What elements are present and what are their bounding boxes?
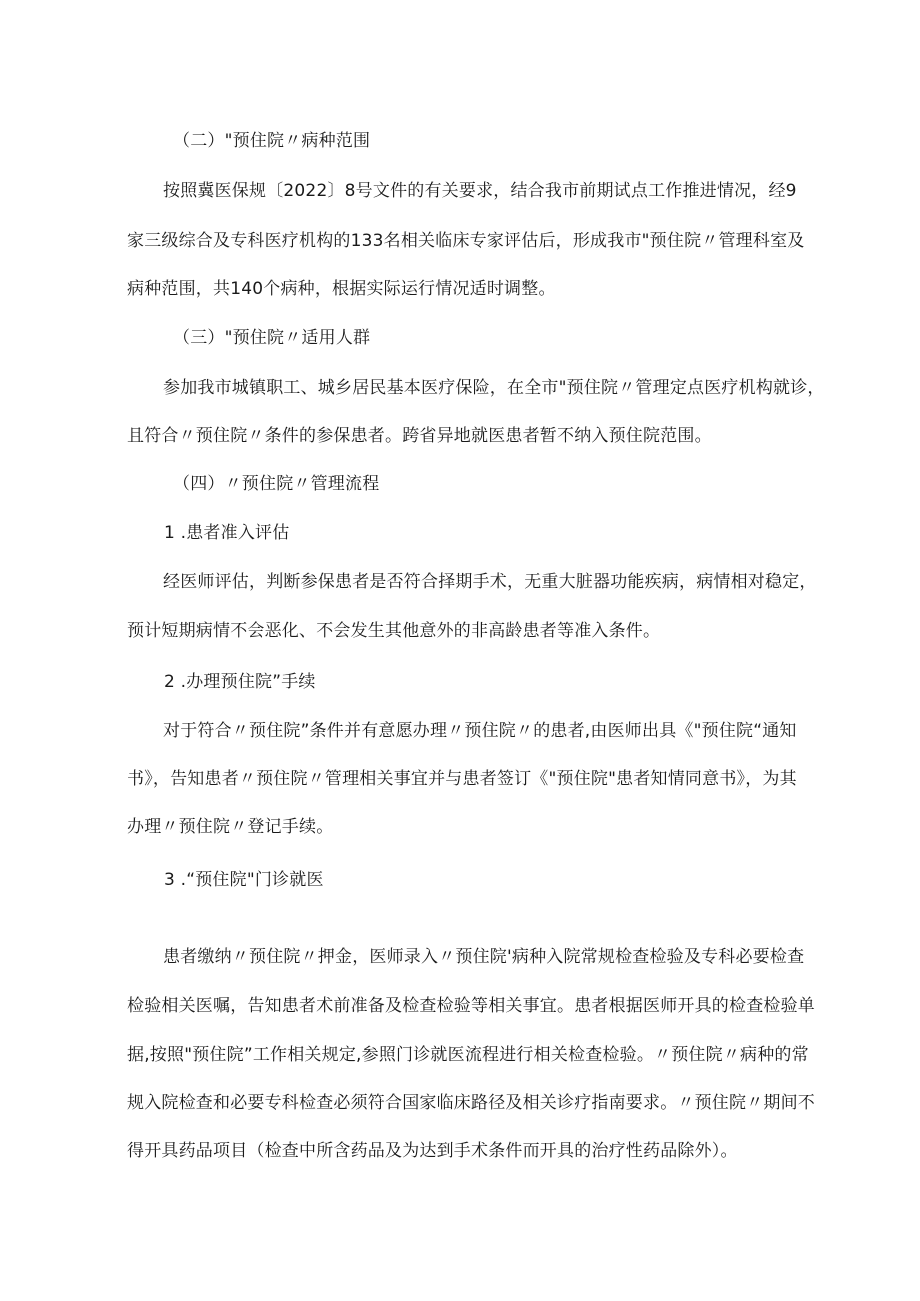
paragraph-line: 办理〃预住院〃登记手续。: [127, 817, 334, 837]
section-heading-2: （二）"预住院〃病种范围: [173, 131, 371, 151]
paragraph-line: 据,按照"预住院”工作相关规定,参照门诊就医流程进行相关检查检验。〃预住院〃病种的常: [127, 1045, 809, 1065]
paragraph-line: 参加我市城镇职工、城乡居民基本医疗保险，在全市"预住院〃管理定点医疗机构就诊，: [163, 378, 825, 398]
paragraph-line: 规入院检查和必要专科检查必须符合国家临床路径及相关诊疗指南要求。〃预住院〃期间不: [127, 1093, 815, 1113]
paragraph-line: 按照冀医保规〔2022〕8号文件的有关要求，结合我市前期试点工作推进情况，经9: [163, 181, 797, 201]
paragraph-line: 对于符合〃预住院”条件并有意愿办理〃预住院〃的患者,由医师出具《"预住院“通知: [163, 721, 797, 741]
step-heading-3: 3 .“预住院"门诊就医: [164, 870, 324, 890]
paragraph-line: 书》，告知患者〃预住院〃管理相关事宜并与患者签订《"预住院"患者知情同意书》，为其: [127, 769, 797, 789]
section-heading-4: （四）〃预住院〃管理流程: [173, 474, 380, 494]
section-heading-3: （三）"预住院〃适用人群: [173, 328, 371, 348]
paragraph-line: 病种范围，共140个病种，根据实际运行情况适时调整。: [127, 279, 556, 299]
paragraph-line: 得开具药品项目（检查中所含药品及为达到手术条件而开具的治疗性药品除外）。: [127, 1141, 738, 1161]
paragraph-line: 家三级综合及专科医疗机构的133名相关临床专家评估后，形成我市"预住院〃管理科室及: [127, 231, 805, 251]
paragraph-line: 预计短期病情不会恶化、不会发生其他意外的非高龄患者等准入条件。: [127, 621, 661, 641]
step-heading-2: 2 .办理预住院”手续: [164, 672, 316, 692]
paragraph-line: 且符合〃预住院〃条件的参保患者。跨省异地就医患者暂不纳入预住院范围。: [127, 426, 712, 446]
paragraph-line: 经医师评估，判断参保患者是否符合择期手术，无重大脏器功能疾病，病情相对稳定，: [163, 572, 817, 592]
paragraph-line: 患者缴纳〃预住院〃押金，医师录入〃预住院'病种入院常规检查检验及专科必要检查: [163, 947, 805, 967]
paragraph-line: 检验相关医嘱，告知患者术前准备及检查检验等相关事宜。患者根据医师开具的检查检验单: [127, 996, 815, 1016]
step-heading-1: 1 .患者准入评估: [164, 523, 290, 543]
